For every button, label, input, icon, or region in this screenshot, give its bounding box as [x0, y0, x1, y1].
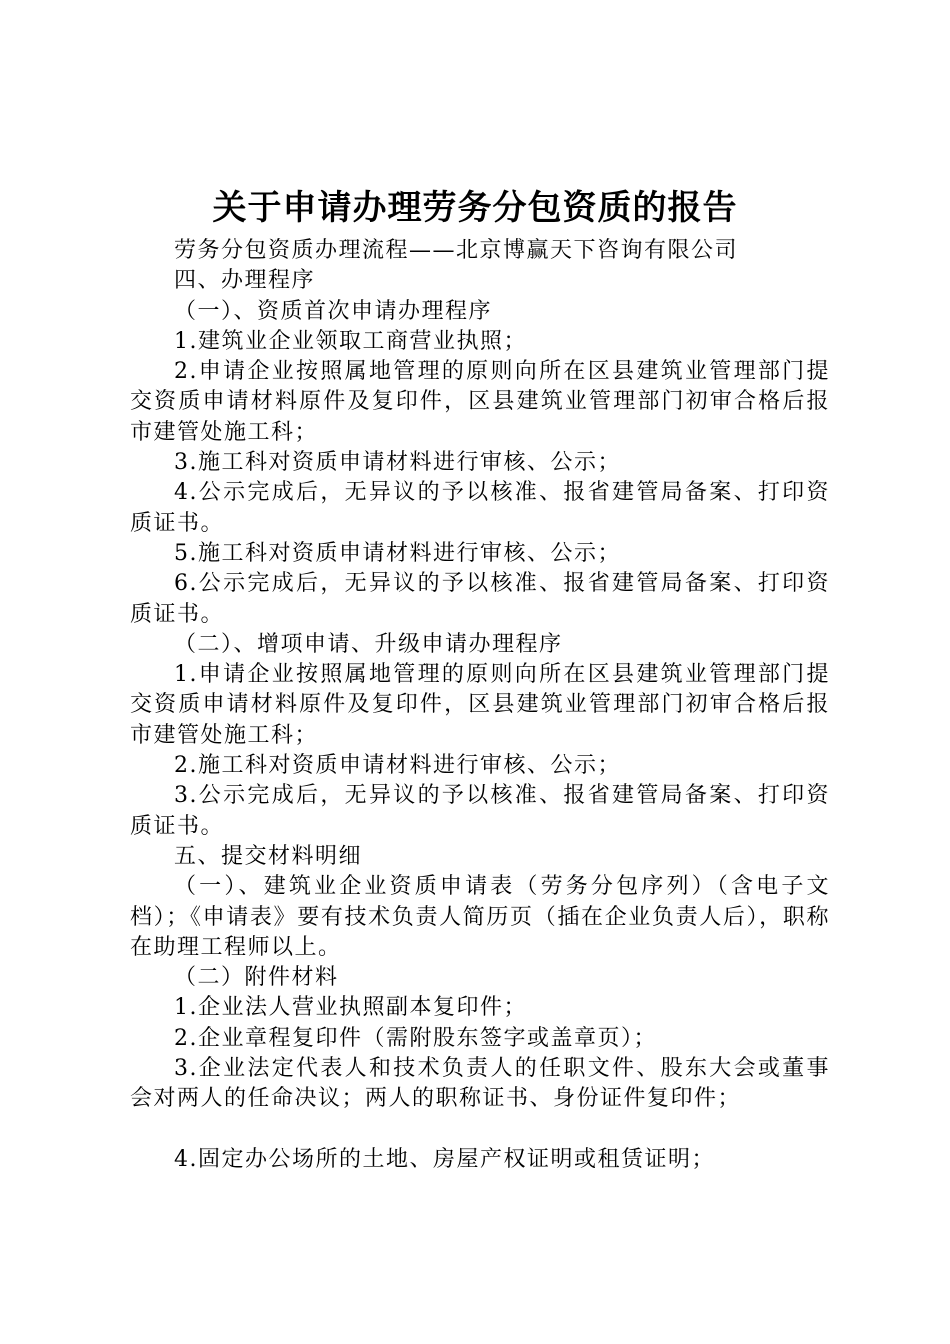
paragraph-subtitle: 劳务分包资质办理流程——北京博赢天下咨询有限公司 — [174, 238, 739, 263]
list-item: 2.企业章程复印件（需附股东签字或盖章页）； — [174, 1025, 657, 1051]
list-item: 3.企业法定代表人和技术负责人的任职文件、股东大会或董事会对两人的任命决议；两人的职称证书、身份证件复印件； — [130, 1056, 830, 1112]
list-item: 6.公示完成后，无异议的予以核准、报省建管局备案、打印资质证书。 — [130, 571, 830, 627]
list-item: 1.申请企业按照属地管理的原则向所在区县建筑业管理部门提交资质申请材料原件及复印件，区县建筑业管理部门初审合格后报市建管处施工科； — [130, 662, 830, 748]
subsection-heading: （一）、资质首次申请办理程序 — [174, 298, 493, 324]
list-item: （一）、建筑业企业资质申请表（劳务分包序列）（含电子文档）；《申请表》要有技术负责人简历页（插在企业负责人后），职称在助理工程师以上。 — [130, 874, 830, 960]
list-item: 2.施工科对资质申请材料进行审核、公示； — [174, 753, 621, 779]
list-item: 3.施工科对资质申请材料进行审核、公示； — [174, 450, 621, 476]
list-item: 1.企业法人营业执照副本复印件； — [174, 995, 527, 1021]
list-item: 2.申请企业按照属地管理的原则向所在区县建筑业管理部门提交资质申请材料原件及复印件，区县建筑业管理部门初审合格后报市建管处施工科； — [130, 359, 830, 445]
list-item: 1.建筑业企业领取工商营业执照； — [174, 328, 527, 354]
subsection-heading: （二）、增项申请、升级申请办理程序 — [174, 631, 563, 657]
list-item: 4.公示完成后，无异议的予以核准、报省建管局备案、打印资质证书。 — [130, 480, 830, 536]
list-item: 5.施工科对资质申请材料进行审核、公示； — [174, 540, 621, 566]
subsection-heading: （二）附件材料 — [174, 965, 339, 991]
document-title: 关于申请办理劳务分包资质的报告 — [212, 188, 738, 228]
list-item: 4.固定办公场所的土地、房屋产权证明或租赁证明； — [174, 1146, 715, 1172]
section-heading: 五、提交材料明细 — [174, 843, 363, 869]
document-body — [130, 236, 830, 1175]
list-item: 3.公示完成后，无异议的予以核准、报省建管局备案、打印资质证书。 — [130, 783, 830, 839]
section-heading: 四、办理程序 — [174, 268, 316, 294]
